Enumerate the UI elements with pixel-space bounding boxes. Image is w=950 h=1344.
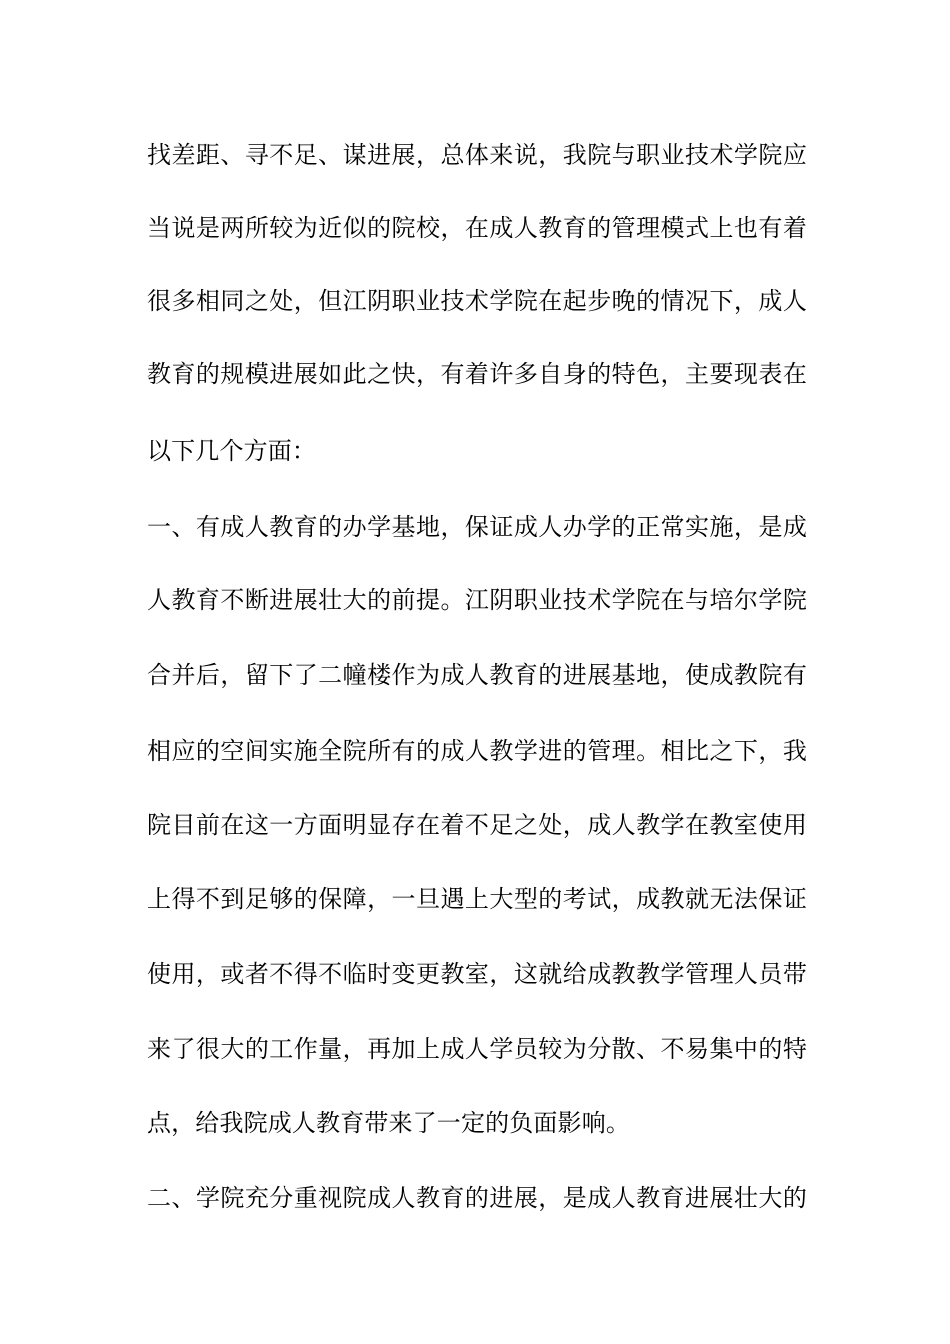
text-line: 当说是两所较为近似的院校，在成人教育的管理模式上也有着 — [147, 214, 807, 242]
text-line: 人教育不断进展壮大的前提。江阴职业技术学院在与培尔学院 — [147, 586, 807, 614]
text-line: 院目前在这一方面明显存在着不足之处，成人教学在教室使用 — [147, 811, 807, 839]
text-line: 教育的规模进展如此之快，有着许多自身的特色，主要现表在 — [147, 360, 807, 388]
text-line: 使用，或者不得不临时变更教室，这就给成教教学管理人员带 — [147, 960, 807, 988]
text-line: 来了很大的工作量，再加上成人学员较为分散、不易集中的特 — [147, 1035, 807, 1063]
text-line: 很多相同之处，但江阴职业技术学院在起步晚的情况下，成人 — [147, 287, 807, 315]
text-line: 以下几个方面： — [147, 437, 317, 465]
paragraph-heading-line: 一、有成人教育的办学基地，保证成人办学的正常实施，是成 — [147, 513, 807, 541]
paragraph-heading-line: 二、学院充分重视院成人教育的进展，是成人教育进展壮大的 — [147, 1184, 807, 1212]
text-line: 上得不到足够的保障，一旦遇上大型的考试，成教就无法保证 — [147, 885, 807, 913]
text-line: 找差距、寻不足、谋进展，总体来说，我院与职业技术学院应 — [147, 141, 807, 169]
text-line: 合并后，留下了二幢楼作为成人教育的进展基地，使成教院有 — [147, 661, 807, 689]
text-line: 相应的空间实施全院所有的成人教学进的管理。相比之下，我 — [147, 737, 807, 765]
text-line: 点，给我院成人教育带来了一定的负面影响。 — [147, 1109, 630, 1137]
